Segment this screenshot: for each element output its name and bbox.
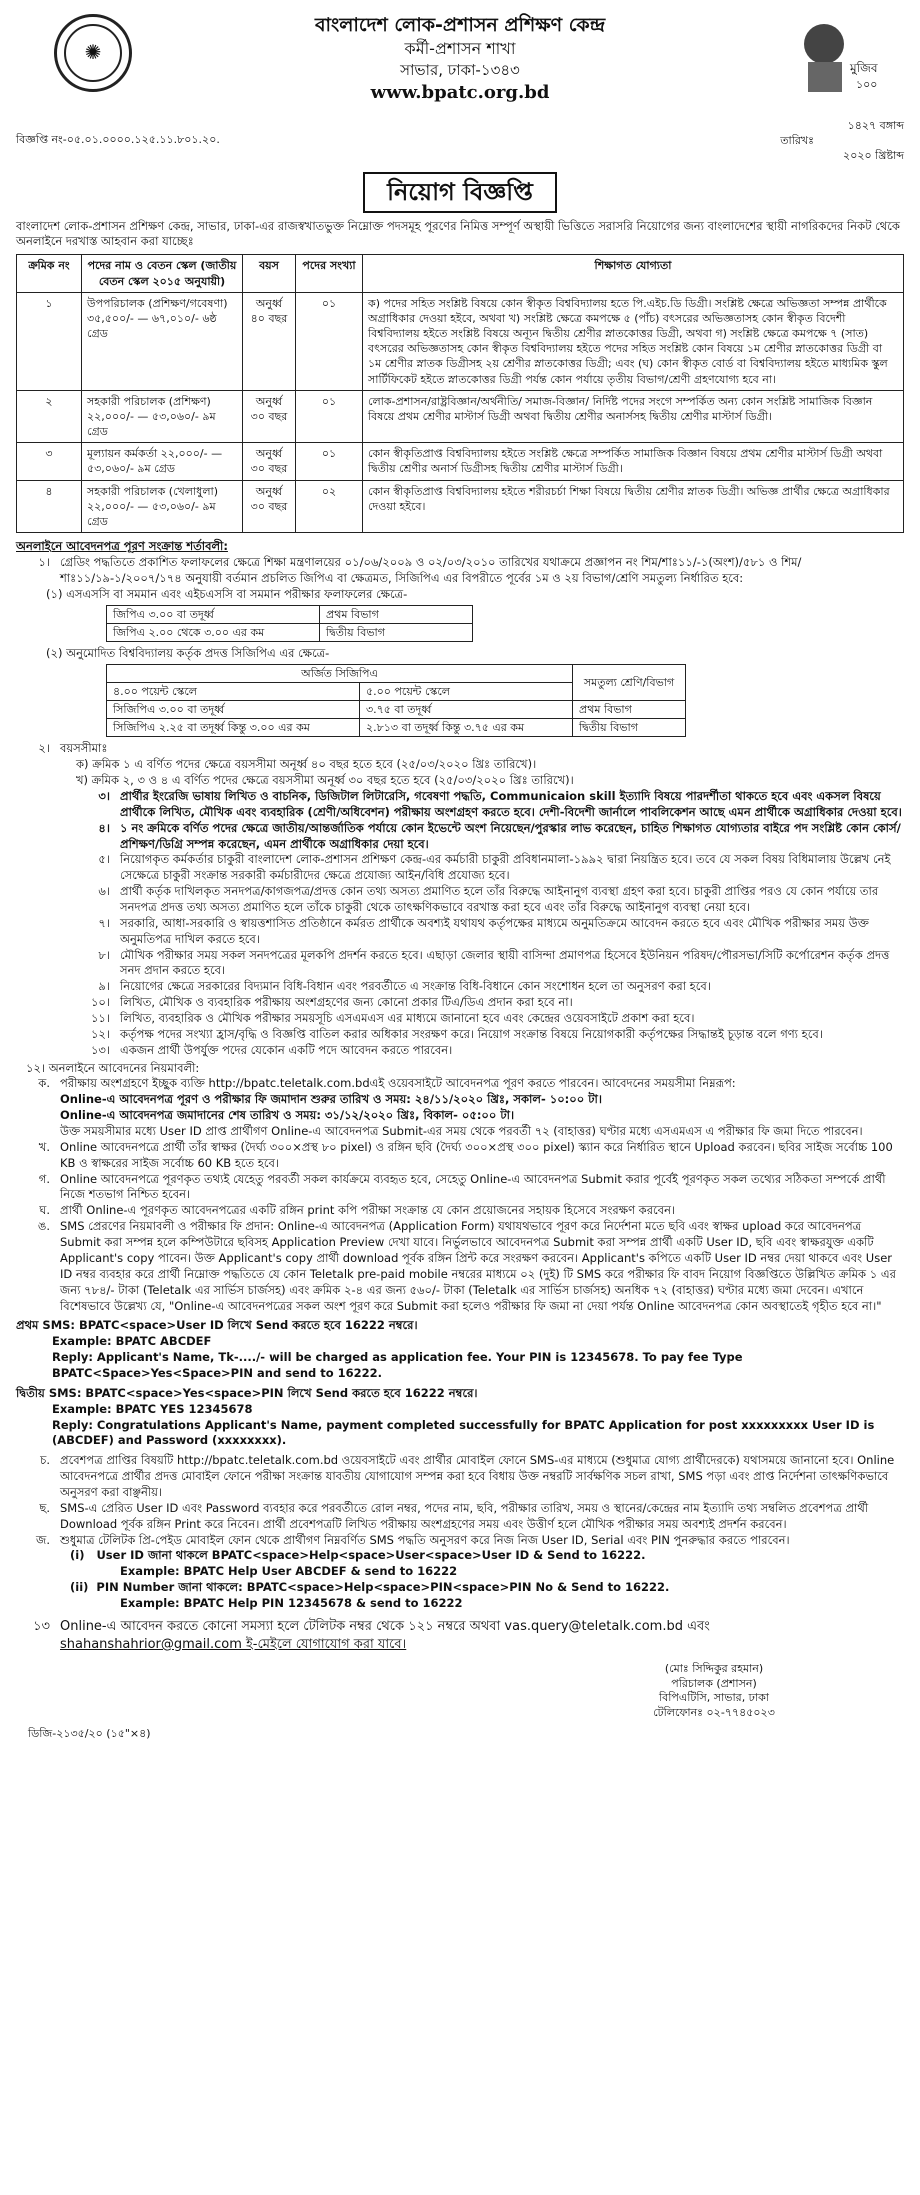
online-rule-ka: ক. পরীক্ষায় অংশগ্রহণে ইচ্ছুক ব্যক্তি http://bpatc.teletalk.com.bdএই ওয়েবসাইটে আবেদনপত্র পূরণ করতে পারবেন। আবেদনের সময়সীমা নিম্নরূপ: Online-এ আবেদনপত্র পূরণ ও পরীক্ষার ফি জমাদান শুরুর তারিখ ও সময়: ২৪/১১/২০২০ খ্রিঃ, সকাল- ১০:০০ টা। Online-এ আবেদনপত্র জমাদানের শেষ তারিখ ও সময়: ৩১/১২/২০২০ খ্রিঃ, বিকাল- ০৫:০০ টা। উক্ত সময়সীমার মধ্যে User ID প্রাপ্ত প্রার্থীগণ Online-এ আবেদনপত্র Submit-এর সময় থেকে পরবর্তী ৭২ (বাহাত্তর) ঘণ্টার মধ্যে এসএমএস এ পরীক্ষার ফি জমা দিতে পারবেন। [16,1076,904,1139]
condition-2 [16,741,904,757]
condition-number: ৫। [98,852,110,867]
th-age: বয়স [243,255,296,292]
cell-qualification: কোন স্বীকৃতিপ্রাপ্ত বিশ্ববিদ্যালয় হইতে সংশ্লিষ্ট ক্ষেত্রে সম্পর্কিত সামাজিক বিজ্ঞান বিষয়ে প্রথম শ্রেণীর মাস্টার্স ডিগ্রী অথবা দ্বিতীয় শ্রেণীর অনার্স ডিগ্রীসহ দ্বিতীয় শ্রেণীর মাস্টার্স ডিগ্রী। [363,443,904,480]
notice-title [16,172,904,213]
condition-number: ৩। [98,789,110,803]
division-cell: দ্বিতীয় বিভাগ [320,623,473,641]
conditions-title: অনলাইনে আবেদনপত্র পূরণ সংক্রান্ত শর্তাবলী: [16,539,228,554]
condition-item [16,995,904,1011]
mujib-portrait-logo [784,12,894,100]
table-row [107,605,473,623]
condition-item [16,916,904,948]
division-cell: প্রথম বিভাগ [320,605,473,623]
condition-number: ১৩। [90,1042,110,1057]
signatory-office: বিপিএটিসি, সাভার, ঢাকা [659,1691,769,1705]
cell-serial: ৪ [17,480,82,533]
cell-post: মূল্যায়ন কর্মকর্তা ২২,০০০/- — ৫৩,০৬০/- ৯ম গ্রেড [82,443,243,480]
cgpa-cell: সিজিপিএ ৩.০০ বা তদূর্ধ্ব [107,701,360,719]
cell-post: সহকারী পরিচালক (খেলাধুলা) ২২,০০০/- — ৫৩,০৬০/- ৯ম গ্রেড [82,480,243,533]
cgpa-header: অর্জিত সিজিপিএ [107,664,573,682]
posts-table [16,254,904,533]
condition-number: ১০। [90,995,110,1010]
condition-text: বয়সসীমাঃ [60,741,108,756]
table-row [107,701,686,719]
condition-number: ৪। [98,820,110,835]
condition-number: ২। [38,741,50,756]
cell-serial: ২ [17,390,82,443]
age-limit-b: খ) ক্রমিক ২, ৩ ও ৪ এ বর্ণিত পদের ক্ষেত্রে বয়সসীমা অনূর্ধ্ব ৩০ বছর হতে হবে (২৫/০৩/২০২০ খ্রিঃ তারিখে)। [76,773,574,788]
notice-title-text: নিয়োগ বিজ্ঞপ্তি [363,172,557,213]
cell-age: অনুর্ধ্ব ৪০ বছর [243,292,296,390]
contact-text-1: Online-এ আবেদন করতে কোনো সমস্যা হলে টেলিটক নম্বর থেকে ১২১ নম্বরে অথবা vas.query@teletalk.com.bd এবং [60,1618,710,1634]
th-serial: ক্রমিক নং [17,255,82,292]
th-post: পদের নাম ও বেতন স্কেল (জাতীয় বেতন স্কেল ২০১৫ অনুযায়ী) [82,255,243,292]
condition-item [16,884,904,916]
sms-second-example: Example: BPATC YES 12345678 [52,1401,253,1416]
year-english: ২০২০ খ্রিষ্টাব্দ [843,149,904,163]
condition-text: ১ নং ক্রমিকে বর্ণিত পদের ক্ষেত্রে জাতীয়/আন্তর্জাতিক পর্যায়ে কোন ইভেন্টে অংশ নিয়েছেন/পুরস্কার লাভ করেছেন, চাহিত শিক্ষাগত যোগ্যতার বাইরে পদ সংশ্লিষ্ট কোন কোর্স/প্রশিক্ষণ/ডিগ্রি সম্পন্ন করেছেন, এমন প্রার্থীকে অগ্রাধিকার দেয়া হবে। [120,820,901,851]
condition-text: প্রার্থী কর্তৃক দাখিলকৃত সনদপত্র/কাগজপত্র/প্রদত্ত কোন তথ্য অসত্য প্রমাণিত হলে তাঁর বিরুদ্ধে আইনানুগ ব্যবস্থা গ্রহণ করা হবে। চাকুরী প্রাপ্তির পরও যে কোন পর্যায়ে তার সনদপত্র প্রদত্ত তথ্য অসত্য প্রমাণিত হলে তাঁকে চাকুরী থেকে তাৎক্ষণিকভাবে বরখাস্ত করা হবে এবং তাঁর বিরুদ্ধে আইনানুগ ব্যবস্থা নেয়া হবে। [120,884,879,915]
cell-age: অনুর্ধ্ব ৩০ বছর [243,390,296,443]
cell-serial: ১ [17,292,82,390]
condition-1 [16,555,904,587]
intro-paragraph: বাংলাদেশ লোক-প্রশাসন প্রশিক্ষণ কেন্দ্র, সাভার, ঢাকা-এর রাজস্বখাতভুক্ত নিম্নোক্ত পদসমূহ পূরণের নিমিত্ত সম্পূর্ণ অস্থায়ী ভিত্তিতে সরাসরি নিয়োগের জন্য বাংলাদেশের স্থায়ী নাগরিকদের নিকট থেকে অনলাইনে দরখাস্ত আহবান করা যাচ্ছেঃ [16,218,900,249]
cell-count: ০১ [296,390,363,443]
condition-item [16,1043,904,1059]
condition-text: একজন প্রার্থী উপর্যুক্ত পদের যেকোন একটি পদে আবেদন করতে পারবেন। [120,1042,453,1057]
online-rule-text: Online আবেদনপত্রে প্রার্থী তাঁর স্বাক্ষর (দৈর্ঘ্য ৩০০×প্রস্থ ৮০ pixel) ও রঙ্গিন ছবি (দৈর্ঘ্য ৩০০×প্রস্থ ৩০০ pixel) স্ক্যান করে নির্ধারিত স্থানে Upload করবেন। ছবির সাইজ সর্বোচ্চ 100 KB ও স্বাক্ষরের সাইজ সর্বোচ্চ 60 KB হতে হবে। [60,1139,893,1170]
online-rule-cha: চ. প্রবেশপত্র প্রাপ্তির বিষয়টি http://bpatc.teletalk.com.bd ওয়েবসাইটে এবং প্রার্থীর মোবাইল ফোনে SMS-এর মাধ্যমে (শুধুমাত্র যোগ্য প্রার্থীদেরকে) যথাসময়ে জানানো হবে। Online আবেদনপত্রে প্রার্থীর প্রদত্ত মোবাইল ফোনে পরীক্ষা সংক্রান্ত যাবতীয় যোগাযোগ সম্পন্ন করা হবে বিধায় উক্ত নম্বরটি সার্বক্ষণিক সচল রাখা, SMS পড়া এবং প্রাপ্ত নির্দেশনা তাৎক্ষণিকভাবে অনুসরণ করা বাঞ্ছনীয়। [16,1453,904,1501]
condition-text: নিয়োগকৃত কর্মকর্তার চাকুরী বাংলাদেশ লোক-প্রশাসন প্রশিক্ষণ কেন্দ্র-এর কর্মচারী চাকুরী প্রবিধানমালা-১৯৯২ দ্বারা নিয়ন্ত্রিত হবে। তবে যে সকল বিষয় বিধিমালায় উল্লেখ নেই সেক্ষেত্রে চাকুরী সংক্রান্ত সরকারী কর্মচারীদের ক্ষেত্রে প্রযোজ্য আইন/বিধি প্রযোজ্য হবে। [120,852,891,883]
condition-item [16,948,904,980]
cgpa-table [106,664,686,738]
online-application-title: ১২। অনলাইনে আবেদনের নিয়মাবলী: [26,1060,200,1075]
table-row [17,443,904,480]
cgpa-equivalent-header: সমতুল্য শ্রেণি/বিভাগ [573,664,686,700]
table-row [107,623,473,641]
sms-second-reply: Reply: Congratulations Applicant's Name, payment completed successfully for BPATC Application for post xxxxxxxxx User ID is (ABCDEF) and Password (xxxxxxxx). [52,1417,875,1448]
svg-text:মুজিব: মুজিব [850,61,878,75]
condition-number: ১। [38,554,50,569]
svg-text:১০০: ১০০ [856,78,878,91]
cell-serial: ৩ [17,443,82,480]
sms-first-instruction: প্রথম SMS: BPATC<space>User ID লিখে Send করতে হবে 16222 নম্বরে। [16,1318,418,1333]
online-rule-ga: গ. Online আবেদনপত্রে পূরণকৃত তথ্যই যেহেতু পরবর্তী সকল কার্যক্রমে ব্যবহৃত হবে, সেহেতু Online-এ আবেদনপত্র Submit করার পূর্বেই পূরণকৃত সকল তথ্যের সঠিকতা সম্পর্কে প্রার্থী নিজে শতভাগ নিশ্চিত হবেন। [16,1172,904,1204]
condition-number: ১২। [90,1026,110,1041]
branch-name: কর্মী-প্রশাসন শাখা [404,39,516,59]
reference-line [16,118,904,164]
online-rule-text: প্রার্থী Online-এ পূরণকৃত আবেদনপত্রের একটি রঙ্গিন print কপি পরীক্ষা সংক্রান্ত যে কোন প্রয়োজনের সহায়ক হিসেবে সংরক্ষণ করবেন। [60,1203,676,1218]
signature-area [16,1654,904,1744]
bpatc-logo: ✺ [54,14,132,92]
online-rule-text: SMS প্রেরণের নিয়মাবলী ও পরীক্ষার ফি প্রদান: Online-এ আবেদনপত্র (Application Form) যথাযথভাবে পূরণ করে নির্দেশনা মতে ছবি এবং স্বাক্ষর upload করে আবেদনপত্র Submit করা সম্পন্ন হলে কম্পিউটারে ছবিসহ Application Preview দেখা যাবে। নির্ভুলভাবে আবেদনপত্র Submit করা সম্পন্ন প্রার্থী একটি User ID, ছবি এবং স্বাক্ষরযুক্ত একটি Applicant's copy পাবেন। উক্ত Applicant's copy প্রার্থী download পূর্বক রঙ্গিন প্রিন্ট করে সংরক্ষণ করবেন। Applicant's কপিতে একটি User ID নম্বর দেয়া থাকবে এবং User ID নম্বর ব্যবহার করে প্রার্থী নিম্নোক্ত পদ্ধতিতে যে কোন Teletalk pre-paid mobile নম্বরের মাধ্যমে ০২ (দুই) টি SMS করে পরীক্ষার ফি বাবদ নিয়োগ বিজ্ঞপ্তিতে উল্লিখিত ক্রমিক ১ এর জন্য ৭৮৪/- টাকা (Teletalk এর সার্ভিস চার্জসহ) এবং ক্রমিক ২-৪ এর জন্য ৫৬০/- টাকা (Teletalk এর সার্ভিস চার্জসহ) অনধিক ৭২ (বাহাত্তর) ঘণ্টার মধ্যে জমা দেবেন। এখানে বিশেষভাবে উল্লেখ্য যে, "Online-এ আবেদনপত্রের সকল অংশ পূরণ করে Submit করা হলেও পরীক্ষার ফি জমা না দেয়া পর্যন্ত Online আবেদনপত্র কোন অবস্থাতেই গৃহীত হবে না।" [60,1219,896,1313]
cell-count: ০২ [296,480,363,533]
condition-item [16,979,904,995]
cgpa-cell: সিজিপিএ ২.২৫ বা তদূর্ধ্ব কিন্তু ৩.০০ এর কম [107,719,360,737]
online-rule-text: SMS-এ প্রেরিত User ID এবং Password ব্যবহার করে পরবর্তীতে রোল নম্বর, পদের নাম, ছবি, পরীক্ষার তারিখ, সময় ও স্থানের/কেন্দ্রের নাম ইত্যাদি তথ্য সম্বলিত প্রবেশপত্র প্রার্থী Download পূর্বক রঙ্গিন Print করে নিবেন। প্রার্থী প্রবেশপত্রটি লিখিত পরীক্ষায় অংশগ্রহণের সময় এবং উত্তীর্ণ হলে মৌখিক পরীক্ষার সময় অবশ্যই প্রদর্শন করবেন। [60,1500,869,1531]
age-limit-a: ক) ক্রমিক ১ এ বর্ণিত পদের ক্ষেত্রে বয়সসীমা অনূর্ধ্ব ৪০ বছর হতে হবে (২৫/০৩/২০২০ খ্রিঃ তারিখে)। [76,757,537,772]
cgpa-subheading: (২) অনুমোদিত বিশ্ববিদ্যালয় কর্তৃক প্রদত্ত সিজিপিএ এর ক্ষেত্রে- [46,645,330,660]
org-address: সাভার, ঢাকা-১৩৪৩ [400,61,520,80]
condition-item [16,852,904,884]
online-end-date: Online-এ আবেদনপত্র জমাদানের শেষ তারিখ ও সময়: ৩১/১২/২০২০ খ্রিঃ, বিকাল- ০৫:০০ টা। [60,1108,515,1123]
condition-number: ৬। [98,884,110,899]
recover-user-id-example: Example: BPATC Help User ABCDEF & send to 16222 [120,1564,458,1579]
sms-second [16,1386,904,1449]
cgpa-scale-4: ৪.০০ পয়েন্ট স্কেলে [107,682,360,700]
condition-number: ৮। [98,947,110,962]
online-start-date: Online-এ আবেদনপত্র পূরণ ও পরীক্ষার ফি জমাদান শুরুর তারিখ ও সময়: ২৪/১১/২০২০ খ্রিঃ, সকাল- ১০:০০ টা। [60,1092,602,1107]
year-bangla: ১৪২৭ বঙ্গাব্দ [847,119,904,132]
table-row [17,480,904,533]
condition-item [16,789,904,821]
cgpa-cell: ৩.৭৫ বা তদূর্ধ্ব [360,701,573,719]
cell-count: ০১ [296,443,363,480]
condition-text: লিখিত, ব্যবহারিক ও মৌখিক পরীক্ষার সময়সূচি এসএমএস এর মাধ্যমে জানানো হবে এবং কেন্দ্রের ওয়েবসাইটে প্রকাশ করা হবে। [120,1011,695,1026]
sms-first-example: Example: BPATC ABCDEF [52,1334,212,1349]
cell-post: সহকারী পরিচালক (প্রশিক্ষণ) ২২,০০০/- — ৫৩,০৬০/- ৯ম গ্রেড [82,390,243,443]
contact-info [16,1618,904,1654]
recover-user-id: (i) User ID জানা থাকলে BPATC<space>Help<space>User<space>User ID & Send to 16222. Example: BPATC Help User ABCDEF & send to 16222 (ii) PIN Number জানা থাকলে: BPATC<space>Help<space>PIN<space>PIN No & Send to 16222. Example: BPATC Help PIN 12345678 & send to 16222 [60,1548,904,1611]
th-qualification: শিক্ষাগত যোগ্যতা [363,255,904,292]
table-row [17,292,904,390]
cell-qualification: কোন স্বীকৃতিপ্রাপ্ত বিশ্ববিদ্যালয় হইতে শরীরচর্চা শিক্ষা বিষয়ে দ্বিতীয় শ্রেণীর স্নাতক ডিগ্রী। অভিজ্ঞ প্রার্থীর ক্ষেত্রে অগ্রাধিকার দেওয়া হইবে। [363,480,904,533]
gpa-subheading: (১) এসএসসি বা সমমান এবং এইচএসসি বা সমমান পরীক্ষার ফলাফলের ক্ষেত্রে- [46,586,408,601]
sms-first [16,1318,904,1381]
signatory-designation: পরিচালক (প্রশাসন) [671,1676,757,1690]
condition-number: ১১। [90,1011,110,1026]
cell-qualification: ক) পদের সহিত সংশ্লিষ্ট বিষয়ে কোন স্বীকৃত বিশ্ববিদ্যালয় হতে পি.এইচ.ডি ডিগ্রী। সংশ্লিষ্ট ক্ষেত্রে অভিজ্ঞতা সম্পন্ন প্রার্থীকে অগ্রাধিকার দেওয়া হইবে, অথবা খ) সংশ্লিষ্ট ক্ষেত্রে কমপক্ষে ৫ (পাঁচ) বৎসরের অভিজ্ঞতাসহ কোন স্বীকৃত বিদেশী বিশ্ববিদ্যালয় হইতে সংশ্লিষ্ট বিষয়ে অন্যূন দ্বিতীয় শ্রেণীর স্নাতকোত্তর ডিগ্রী, অথবা গ) সংশ্লিষ্ট ক্ষেত্রে কমপক্ষে ৭ (সাত) বৎসরের অভিজ্ঞতাসহ কোন স্বীকৃত বিশ্ববিদ্যালয় হইতে পদের সহিত সংশ্লিষ্ট কোন বিষয়ে ১ম শ্রেণীর স্নাতকোত্তর ডিগ্রী বা ১ম শ্রেণীর স্নাতক ডিগ্রীসহ ২য় শ্রেণীর স্নাতকোত্তর ডিগ্রী; এবং (ঘ) কোন স্বীকৃত বোর্ড বা বিশ্ববিদ্যালয় হইতে মাধ্যমিক স্কুল সার্টিফিকেট হইতে স্নাতকোত্তর ডিগ্রী পর্যন্ত কোন পর্যায়ে তৃতীয় বিভাগ/শ্রেণী গ্রহণযোগ্য হবে না। [363,292,904,390]
memo-number: বিজ্ঞপ্তি নং-০৫.০১.০০০০.১২৫.১১.৮০১.২০. [16,133,220,146]
condition-item [16,1027,904,1043]
gpa-cell: জিপিএ ২.০০ থেকে ৩.০০ এর কম [107,623,320,641]
cell-count: ০১ [296,292,363,390]
contact-number: ১৩ [33,1618,50,1634]
online-rule-chha: ছ. SMS-এ প্রেরিত User ID এবং Password ব্যবহার করে পরবর্তীতে রোল নম্বর, পদের নাম, ছবি, পরীক্ষার তারিখ, সময় ও স্থানের/কেন্দ্রের নাম ইত্যাদি তথ্য সম্বলিত প্রবেশপত্র প্রার্থী Download পূর্বক রঙ্গিন Print করে নিবেন। প্রার্থী প্রবেশপত্রটি লিখিত পরীক্ষায় অংশগ্রহণের সময় এবং উত্তীর্ণ হলে মৌখিক পরীক্ষার সময় অবশ্যই প্রদর্শন করবেন। [16,1501,904,1533]
condition-text: নিয়োগের ক্ষেত্রে সরকারের বিদ্যমান বিধি-বিধান এবং পরবর্তীতে এ সংক্রান্ত বিধি-বিধানে কোন সংশোধন হলে তা অনুসরণ করা হবে। [120,979,711,994]
condition-number: ৯। [98,979,110,994]
cell-post: উপপরিচালক (প্রশিক্ষণ/গবেষণা) ৩৫,৫০০/- — ৬৭,০১০/- ৬ষ্ঠ গ্রেড [82,292,243,390]
online-rule-uma: ঙ. SMS প্রেরণের নিয়মাবলী ও পরীক্ষার ফি প্রদান: Online-এ আবেদনপত্র (Application Form) যথাযথভাবে পূরণ করে নির্দেশনা মতে ছবি এবং স্বাক্ষর upload করে আবেদনপত্র Submit করা সম্পন্ন হলে কম্পিউটারে ছবিসহ Application Preview দেখা যাবে। নির্ভুলভাবে আবেদনপত্র Submit করা সম্পন্ন প্রার্থী একটি User ID, ছবি এবং স্বাক্ষরযুক্ত একটি Applicant's copy পাবেন। উক্ত Applicant's copy প্রার্থী download পূর্বক রঙ্গিন প্রিন্ট করে সংরক্ষণ করবেন। Applicant's কপিতে একটি User ID নম্বর দেয়া থাকবে এবং User ID নম্বর ব্যবহার করে প্রার্থী নিম্নোক্ত পদ্ধতিতে যে কোন Teletalk pre-paid mobile নম্বরের মাধ্যমে ০২ (দুই) টি SMS করে পরীক্ষার ফি বাবদ নিয়োগ বিজ্ঞপ্তিতে উল্লিখিত ক্রমিক ১ এর জন্য ৭৮৪/- টাকা (Teletalk এর সার্ভিস চার্জসহ) এবং ক্রমিক ২-৪ এর জন্য ৫৬০/- টাকা (Teletalk এর সার্ভিস চার্জসহ) অনধিক ৭২ (বাহাত্তর) ঘণ্টার মধ্যে জমা দেবেন। এখানে বিশেষভাবে উল্লেখ্য যে, "Online-এ আবেদনপত্রের সকল অংশ পূরণ করে Submit করা হলেও পরীক্ষার ফি জমা না দেয়া পর্যন্ত Online আবেদনপত্র কোন অবস্থাতেই গৃহীত হবে না।" [16,1219,904,1314]
online-rule-text: শুধুমাত্র টেলিটক প্রি-পেইড মোবাইল ফোন থেকে প্রার্থীগণ নিম্নবর্ণিত SMS পদ্ধতি অনুসরণ করে নিজ নিজ User ID, Serial এবং PIN পুনরুদ্ধার করতে পারবেন। [60,1532,790,1547]
condition-item [16,1011,904,1027]
gpa-cell: জিপিএ ৩.০০ বা তদূর্ধ্ব [107,605,320,623]
online-fee-window: উক্ত সময়সীমার মধ্যে User ID প্রাপ্ত প্রার্থীগণ Online-এ আবেদনপত্র Submit-এর সময় থেকে পরবর্তী ৭২ (বাহাত্তর) ঘণ্টার মধ্যে এসএমএস এ পরীক্ষার ফি জমা দিতে পারবেন। [60,1124,863,1139]
sms-first-reply: Reply: Applicant's Name, Tk-..../- will be charged as application fee. Your PIN is 12345678. To pay fee Type BPATC<Space>Yes<Space>PIN and send to 16222. [52,1350,743,1380]
footer-reference: ডিজি-২১৩৫/২০ (১৫"×৪) [28,1726,151,1740]
online-rule-text: Online আবেদনপত্রে পূরণকৃত তথ্যই যেহেতু পরবর্তী সকল কার্যক্রমে ব্যবহৃত হবে, সেহেতু Online-এ আবেদনপত্র Submit করার পূর্বেই পূরণকৃত সকল তথ্যের সঠিকতা সম্পর্কে প্রার্থী নিজে শতভাগ নিশ্চিত হবেন। [60,1171,886,1202]
division-cell: প্রথম বিভাগ [573,701,686,719]
date-label: তারিখঃ [780,134,814,148]
condition-text: লিখিত, মৌখিক ও ব্যবহারিক পরীক্ষায় অংশগ্রহণের জন্য কোনো প্রকার টিএ/ডিএ প্রদান করা হবে না। [120,995,573,1010]
division-cell: দ্বিতীয় বিভাগ [573,719,686,737]
cgpa-scale-5: ৫.০০ পয়েন্ট স্কেলে [360,682,573,700]
date-block [780,118,904,164]
table-row [107,719,686,737]
contact-email[interactable]: shahanshahrior@gmail.com ই-মেইলে যোগাযোগ করা যাবে। [60,1636,407,1652]
online-rule-ja: জ. শুধুমাত্র টেলিটক প্রি-পেইড মোবাইল ফোন থেকে প্রার্থীগণ নিম্নবর্ণিত SMS পদ্ধতি অনুসরণ করে নিজ নিজ User ID, Serial এবং PIN পুনরুদ্ধার করতে পারবেন। (i) User ID জানা থাকলে BPATC<space>Help<space>User<space>User ID & Send to 16222. Example: BPATC Help User ABCDEF & send to 16222 (ii) PIN Number জানা থাকলে: BPATC<space>Help<space>PIN<space>PIN No & Send to 16222. Example: BPATC Help PIN 12345678 & send to 16222 [16,1533,904,1612]
notice-page [16,0,904,1744]
condition-text: গ্রেডিং পদ্ধতিতে প্রকাশিত ফলাফলের ক্ষেত্রে শিক্ষা মন্ত্রণালয়ের ০১/০৬/২০০৯ ও ০২/০৩/২০১০ তারিখের যথাক্রমে প্রজ্ঞাপন নং শিম/শাঃ১১/-১(অংশ)/৫৮১ ও শিম/শাঃ১১/১৯-১/২০০৭/১৭৪ অনুযায়ী বর্তমান প্রচলিত জিপিএ বা ক্ষেত্রমত, সিজিপিএ এর বিপরীতে পূর্বের ১ম ও ২য় বিভাগ/শ্রেণি সমতুল্য নির্ধারিত হবে: [60,554,802,585]
recover-pin-example: Example: BPATC Help PIN 12345678 & send to 16222 [120,1595,463,1610]
condition-number: ৭। [98,915,110,930]
signature-block [594,1662,834,1721]
table-row [107,664,686,682]
condition-text: সরকারি, আধা-সরকারি ও স্বায়ত্তশাসিত প্রতিষ্ঠানে কর্মরত প্রার্থীকে অবশ্যই যথাযথ কর্তৃপক্ষের মাধ্যমে অনুমতিক্রমে আবেদন করতে হবে এবং মৌখিক পরীক্ষার সময় উক্ত অনুমতিপত্র দাখিল করতে হবে। [120,915,869,946]
online-rule-text: পরীক্ষায় অংশগ্রহণে ইচ্ছুক ব্যক্তি http://bpatc.teletalk.com.bdএই ওয়েবসাইটে আবেদনপত্র পূরণ করতে পারবেন। আবেদনের সময়সীমা নিম্নরূপ: [60,1076,736,1091]
cell-qualification: লোক-প্রশাসন/রাষ্ট্রবিজ্ঞান/অর্থনীতি/ সমাজ-বিজ্ঞান/ নির্দিষ্ট পদের সংগে সম্পর্কিত অন্য কোন সংশ্লিষ্ট সামাজিক বিজ্ঞান বিষয়ে প্রথম শ্রেণীর মাস্টার্স ডিগ্রী অথবা দ্বিতীয় শ্রেণীর অনার্সসহ দ্বিতীয় শ্রেণীর মাস্টার্স ডিগ্রী। [363,390,904,443]
table-row [17,390,904,443]
org-website[interactable]: www.bpatc.org.bd [370,81,550,103]
online-rule-gha: ঘ. প্রার্থী Online-এ পূরণকৃত আবেদনপত্রের একটি রঙ্গিন print কপি পরীক্ষা সংক্রান্ত যে কোন প্রয়োজনের সহায়ক হিসেবে সংরক্ষণ করবেন। [16,1203,904,1219]
gpa-table [106,605,473,642]
online-rule-kha: খ. Online আবেদনপত্রে প্রার্থী তাঁর স্বাক্ষর (দৈর্ঘ্য ৩০০×প্রস্থ ৮০ pixel) ও রঙ্গিন ছবি (দৈর্ঘ্য ৩০০×প্রস্থ ৩০০ pixel) স্ক্যান করে নির্ধারিত স্থানে Upload করবেন। ছবির সাইজ সর্বোচ্চ 100 KB ও স্বাক্ষরের সাইজ সর্বোচ্চ 60 KB হতে হবে। [16,1140,904,1172]
condition-text: প্রার্থীর ইংরেজি ভাষায় লিখিত ও বাচনিক, ডিজিটাল লিটারেসি, গবেষণা পদ্ধতি, Communicaion skill ইত্যাদি বিষয়ে পারদর্শীতা থাকতে হবে এবং একসল বিষয়ে প্রার্থীকে লিখিত, মৌখিক এবং ব্যবহারিক (শ্রেণী/অধিবেশন) পরীক্ষায় অংশগ্রহণ করতে হবে। দেশী-বিদেশী জার্নালে পাবলিকেশন আছে এমন প্রার্থীকে অগ্রাধিকার দেওয়া হবে। [120,789,902,819]
cell-age: অনুর্ধ্ব ৩০ বছর [243,480,296,533]
cell-age: অনুর্ধ্ব ৩০ বছর [243,443,296,480]
table-header-row [17,255,904,292]
th-count: পদের সংখ্যা [296,255,363,292]
signatory-phone: টেলিফোনঃ ০২-৭৭৪৫০২৩ [653,1706,775,1720]
cgpa-cell: ২.৮১৩ বা তদূর্ধ্ব কিন্তু ৩.৭৫ এর কম [360,719,573,737]
online-rule-text: প্রবেশপত্র প্রাপ্তির বিষয়টি http://bpatc.teletalk.com.bd ওয়েবসাইটে এবং প্রার্থীর মোবাইল ফোনে SMS-এর মাধ্যমে (শুধুমাত্র যোগ্য প্রার্থীদেরকে) যথাসময়ে জানানো হবে। Online আবেদনপত্রে প্রার্থীর প্রদত্ত মোবাইল ফোনে পরীক্ষা সংক্রান্ত যাবতীয় যোগাযোগ সম্পন্ন করা হবে বিধায় উক্ত নম্বরটি সার্বক্ষণিক সচল রাখা, SMS পড়া এবং প্রাপ্ত নির্দেশনা তাৎক্ষণিকভাবে অনুসরণ করা বাঞ্ছনীয়। [60,1453,895,1499]
condition-text: মৌখিক পরীক্ষার সময় সকল সনদপত্রের মূলকপি প্রদর্শন করতে হবে। এছাড়া জেলার স্থায়ী বাসিন্দা প্রমাণপত্র হিসেবে ইউনিয়ন পরিষদ/পৌরসভা/সিটি কর্পোরেশন কর্তৃক প্রদত্ত সনদ প্রদান করতে হবে। [120,947,890,978]
header [16,12,904,122]
signatory-name: (মোঃ সিদ্দিকুর রহমান) [664,1661,764,1675]
org-name: বাংলাদেশ লোক-প্রশাসন প্রশিক্ষণ কেন্দ্র [314,14,606,36]
condition-item [16,821,904,853]
sms-second-instruction: দ্বিতীয় SMS: BPATC<space>Yes<space>PIN লিখে Send করতে হবে 16222 নম্বরে। [16,1385,478,1400]
condition-text: কর্তৃপক্ষ পদের সংখ্যা হ্রাস/বৃদ্ধি ও বিজ্ঞপ্তি বাতিল করার অধিকার সংরক্ষণ করে। নিয়োগ সংক্রান্ত বিষয়ে নিয়োগকারী কর্তৃপক্ষের সিদ্ধান্তই চূড়ান্ত বলে গণ্য হবে। [120,1026,823,1041]
